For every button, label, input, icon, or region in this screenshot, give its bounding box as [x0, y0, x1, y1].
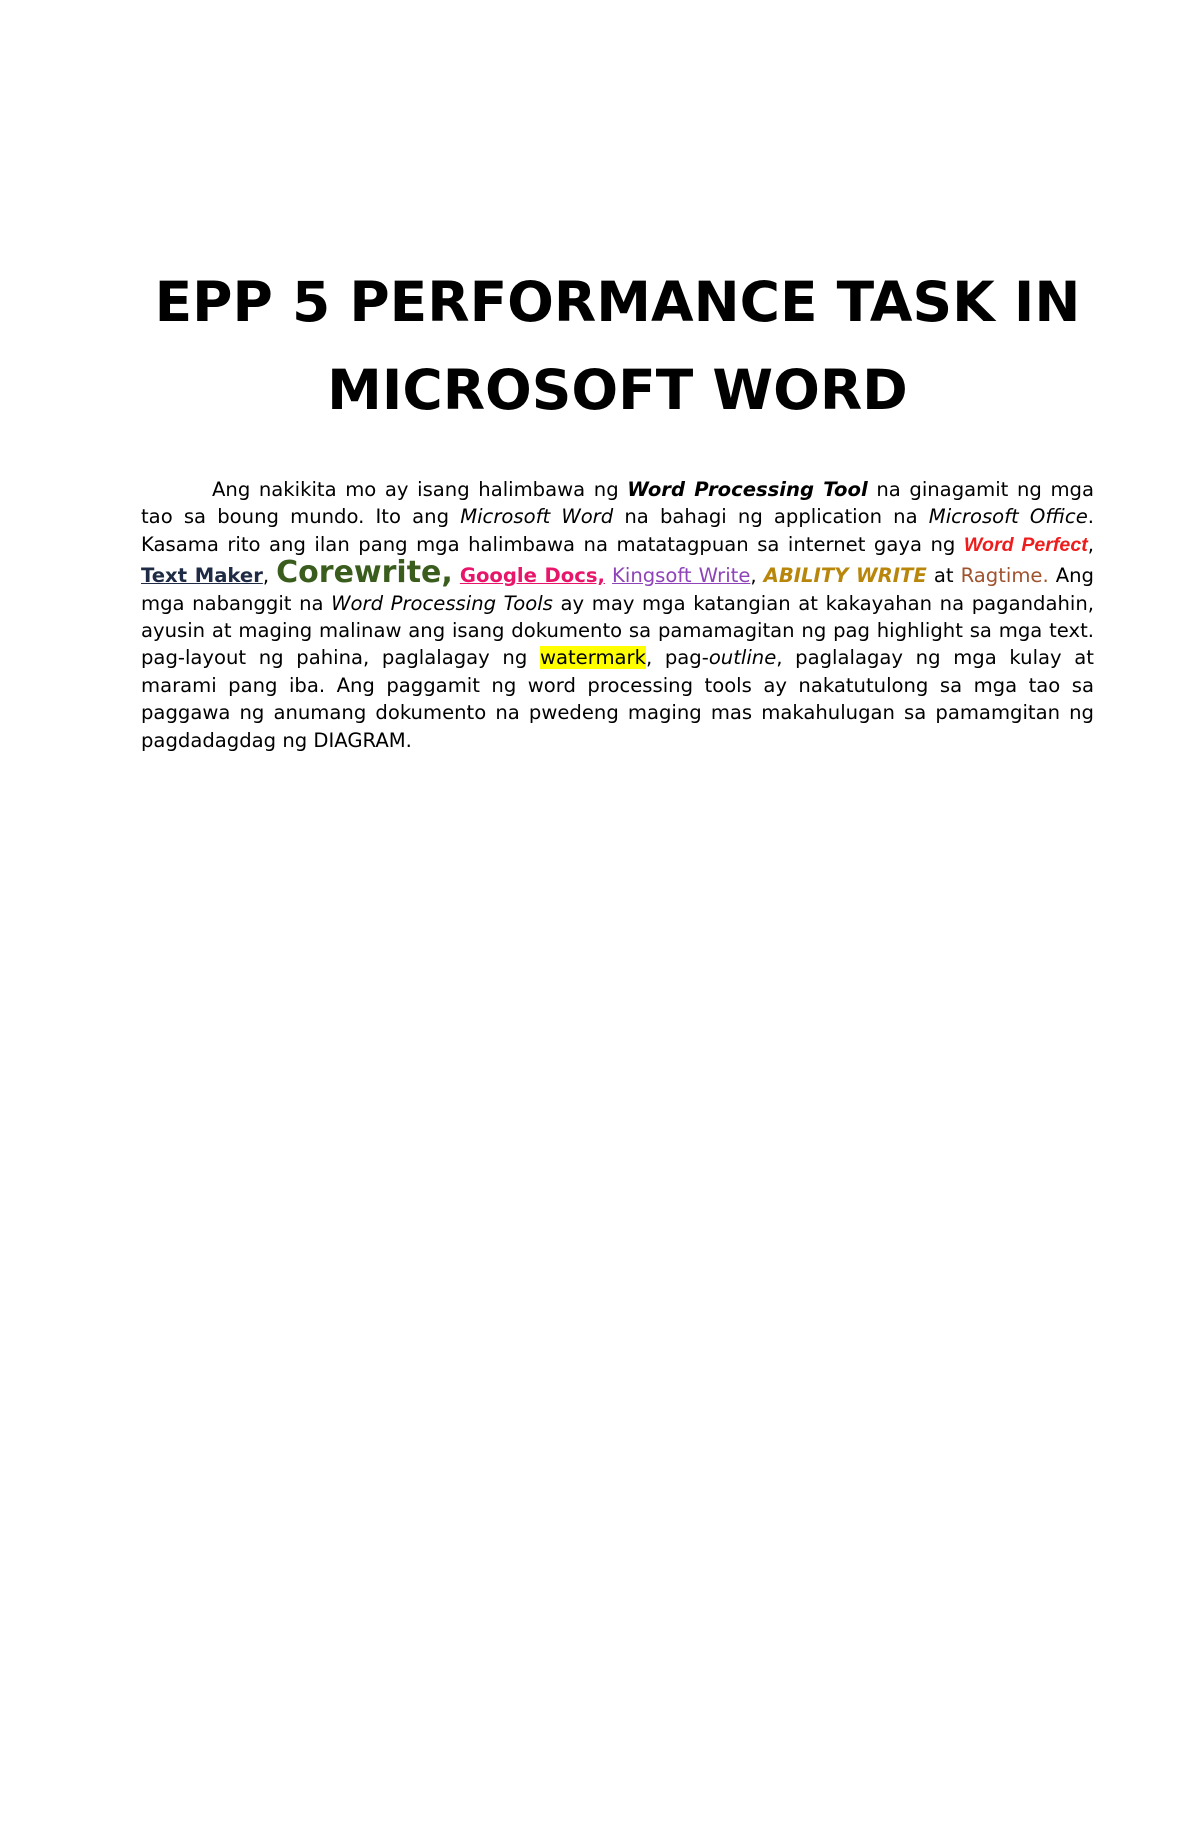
text-run: , pag-	[645, 646, 709, 670]
ability-write-example: ABILITY WRITE	[763, 564, 927, 588]
word-processing-tools-term: Word Processing Tools	[331, 591, 553, 615]
text-run: ,	[750, 564, 764, 588]
text-run: , paglalagay ng mga kulay at marami pang iba. Ang paggamit ng word processing tools ay nakatutulong sa mga tao sa paggawa ng anumang dokumento na pwedeng maging mas makahulugan sa pamamgitan ng pagdadagdag ng DIAGRAM.	[141, 646, 1094, 752]
corewrite-example: Corewrite,	[276, 555, 453, 591]
title-line-2: MICROSOFT WORD	[327, 358, 908, 422]
text-run: ay may mga katangian at kakayahan na pagandahin, ayusin at maging malinaw ang isang dokumento sa pamamagitan ng pag highlight sa mga text. pag-layout ng pahina, paglalagay ng	[141, 591, 1095, 670]
ragtime-example: Ragtime.	[960, 564, 1049, 588]
document-title	[141, 258, 1094, 434]
microsoft-office-term: Microsoft Office	[928, 505, 1088, 529]
text-maker-link[interactable]: Text Maker	[141, 564, 263, 588]
text-run: na ginagamit ng mga tao sa boung mundo. Ito ang	[141, 478, 1094, 529]
text-run: Ang nakikita mo ay isang halimbawa ng	[212, 478, 628, 501]
text-run: at	[926, 564, 961, 588]
watermark-highlight: watermark	[539, 646, 646, 670]
text-run	[453, 564, 460, 587]
body-paragraph	[141, 476, 1094, 754]
title-line-1: EPP 5 PERFORMANCE TASK IN	[154, 270, 1081, 334]
text-run: . Kasama rito ang ilan pang mga halimbawa na matatagpuan sa internet gaya ng	[141, 505, 1094, 556]
word-processing-tool-term: Word Processing Tool	[627, 478, 868, 501]
text-run	[605, 564, 612, 587]
microsoft-word-term: Microsoft Word	[460, 505, 614, 529]
text-run: Ang mga nabanggit na	[141, 564, 1094, 615]
outline-term: outline	[708, 646, 777, 670]
text-run: na bahagi ng application na	[613, 505, 929, 529]
google-docs-link[interactable]: Google Docs,	[459, 564, 605, 588]
word-perfect-example: Word Perfect	[963, 533, 1088, 556]
text-run: ,	[1087, 532, 1094, 556]
kingsoft-write-link[interactable]: Kingsoft Write	[612, 564, 751, 588]
text-run: ,	[262, 564, 277, 588]
